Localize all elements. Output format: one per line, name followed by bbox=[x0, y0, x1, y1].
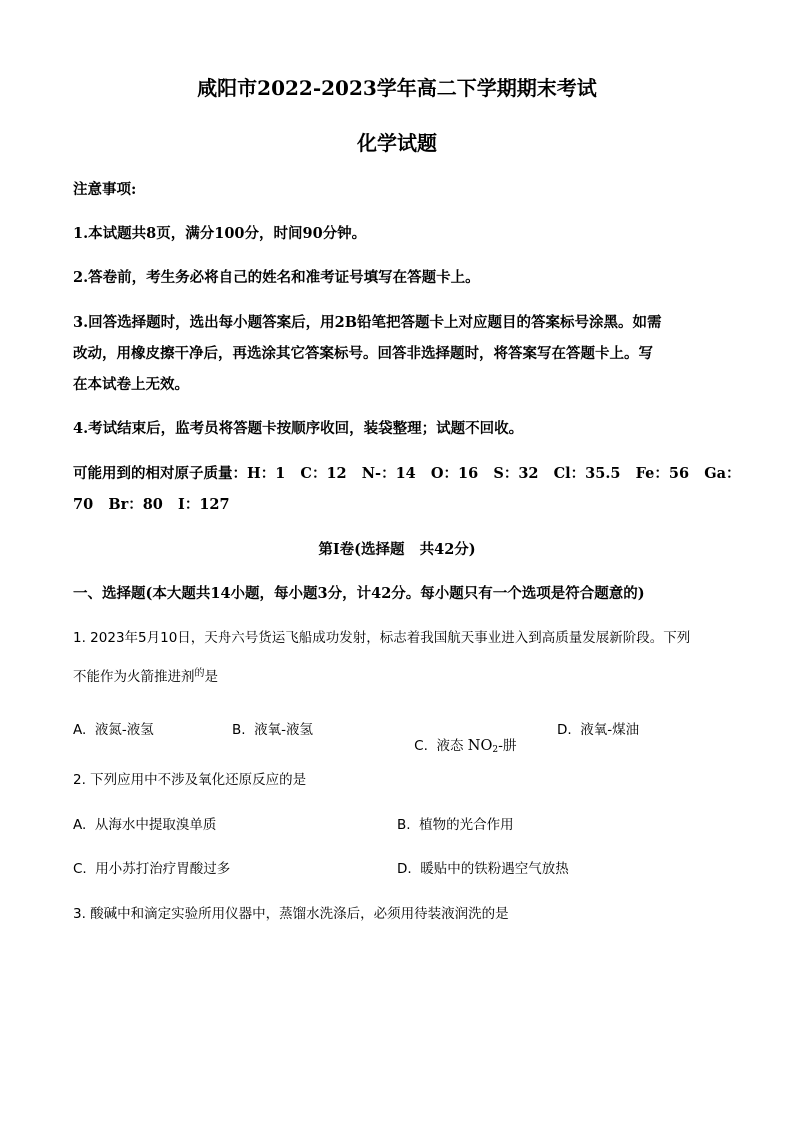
exam-title: 咸阳市2022-2023学年高二下学期期末考试 bbox=[197, 76, 597, 100]
question-1-option-c bbox=[397, 718, 516, 771]
question-1-small-char: 的 bbox=[194, 668, 205, 679]
exam-subtitle: 化学试题 bbox=[357, 131, 437, 155]
question-1-option-b: B. 液氧-液氢 bbox=[232, 722, 314, 738]
notice-heading: 注意事项: bbox=[73, 181, 137, 198]
no2-subscript: 2 bbox=[492, 745, 499, 755]
question-2-option-a: A. 从海水中提取溴单质 bbox=[73, 817, 217, 833]
question-2-option-d: D. 暖贴中的铁粉遇空气放热 bbox=[397, 861, 569, 877]
question-2-option-c: C. 用小苏打治疗胃酸过多 bbox=[73, 861, 231, 877]
question-1-line-2 bbox=[73, 665, 218, 685]
notice-item-4: 4.考试结束后，监考员将答题卡按顺序收回，装袋整理；试题不回收。 bbox=[73, 420, 524, 437]
question-2-stem: 2. 下列应用中不涉及氧化还原反应的是 bbox=[73, 772, 307, 788]
question-1-option-a: A. 液氮-液氢 bbox=[73, 722, 154, 738]
part-one-title: 第Ⅰ卷(选择题 共42分) bbox=[318, 541, 476, 558]
question-2-option-b: B. 植物的光合作用 bbox=[397, 817, 514, 833]
notice-item-2: 2.答卷前，考生务必将自己的姓名和准考证号填写在答题卡上。 bbox=[73, 269, 480, 286]
question-1-option-c-text: C. 液态 bbox=[414, 738, 464, 754]
question-1-option-c-end: -肼 bbox=[498, 738, 517, 754]
question-1-line-2-end: 是 bbox=[204, 669, 218, 685]
notice-item-3-line-1: 3.回答选择题时，选出每小题答案后，用2B铅笔把答题卡上对应题目的答案标号涂黑。如需 bbox=[73, 314, 662, 331]
no2-formula: NO bbox=[467, 738, 493, 754]
notice-item-3-line-2: 改动，用橡皮擦干净后，再选涂其它答案标号。回答非选择题时，将答案写在答题卡上。写 bbox=[73, 345, 653, 362]
atomic-mass-line-1: 可能用到的相对原子质量：H：1 C：12 N-：14 O：16 S：32 Cl：35.5 Fe：56 Ga： bbox=[73, 465, 741, 482]
question-1-line-1: 1. 2023年5月10日，天舟六号货运飞船成功发射，标志着我国航天事业进入到高质量发展新阶段。下列 bbox=[73, 630, 691, 646]
question-3-stem: 3. 酸碱中和滴定实验所用仪器中，蒸馏水洗涤后，必须用待装液润洗的是 bbox=[73, 906, 509, 922]
section-heading: 一、选择题(本大题共14小题，每小题3分，计42分。每小题只有一个选项是符合题意的) bbox=[73, 585, 645, 602]
notice-item-3-line-3: 在本试卷上无效。 bbox=[73, 376, 189, 393]
question-1-option-d: D. 液氧-煤油 bbox=[557, 722, 640, 738]
notice-item-1: 1.本试题共8页，满分100分，时间90分钟。 bbox=[73, 225, 367, 242]
atomic-mass-line-2: 70 Br：80 I：127 bbox=[73, 496, 230, 513]
question-1-line-2-text: 不能作为火箭推进剂 bbox=[73, 669, 195, 685]
